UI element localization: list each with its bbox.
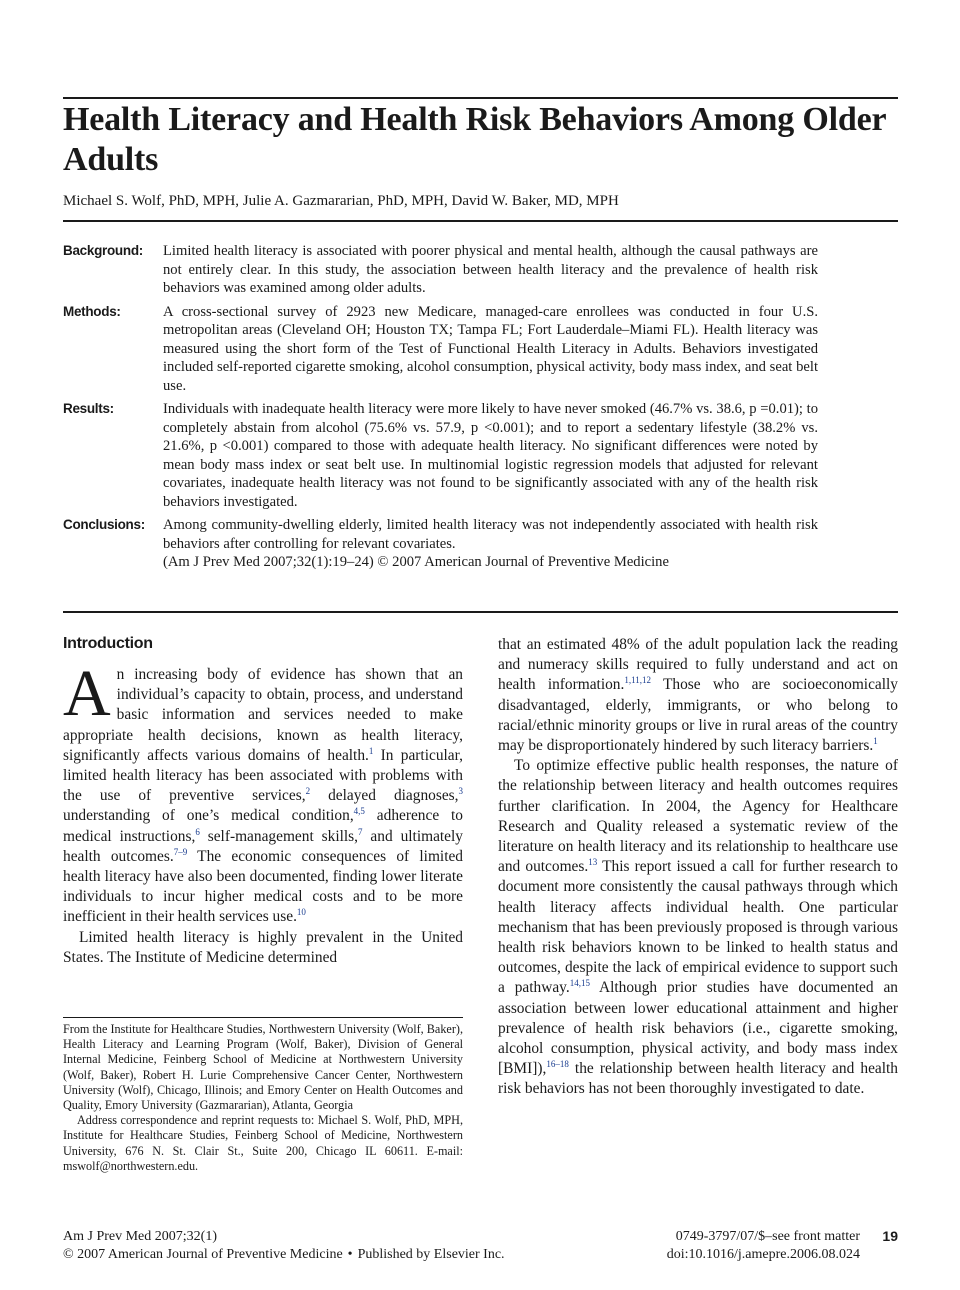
journal-issue: Am J Prev Med 2007;32(1)	[63, 1229, 217, 1244]
text-run: n increasing body of evidence has shown that an individual’s capacity to obtain, process, and understand basic information and services needed to make appropriate health decisions, known as health literacy, significantly affects various domains of health.	[63, 666, 463, 764]
reference-link[interactable]: 7–9	[173, 846, 188, 857]
abstract-background	[63, 242, 823, 298]
methods-label: Methods:	[63, 303, 121, 319]
reference-link[interactable]: 4,5	[353, 806, 365, 817]
text-run: To optimize effective public health responses, the nature of the relationship between literacy and health outcomes requires further clarification. In 2004, the Agency for Healthcare Research and Quality released a systematic review of the literature on health literacy and its relationship to healthcare use and outcomes.	[498, 757, 898, 876]
text-run: Those who are socioeconomically disadvantaged, elderly, immigrants, or who belong to racial/ethnic minority groups or live in rural areas of the country may be disproportionately hindered by such literacy barriers.	[498, 676, 898, 755]
issn-line: 0749-3797/07/$–see front matter	[675, 1229, 860, 1244]
copyright-text: © 2007 American Journal of Preventive Medicine	[63, 1247, 343, 1262]
footnotes	[63, 1022, 463, 1174]
footer-left	[63, 1228, 505, 1264]
left-column	[63, 657, 463, 968]
background-label: Background:	[63, 243, 143, 258]
author-list: Michael S. Wolf, PhD, MPH, Julie A. Gazmararian, PhD, MPH, David W. Baker, MD, MPH	[63, 193, 619, 209]
reference-link[interactable]: 10	[296, 907, 306, 918]
abstract-methods	[63, 303, 823, 396]
reference-link[interactable]: 3	[458, 786, 463, 797]
conclusions-label: Conclusions:	[63, 517, 145, 532]
text-run: adherence to medical instructions,	[63, 807, 463, 845]
drop-cap: A	[63, 657, 111, 730]
reference-link[interactable]: 1,11,12	[624, 675, 652, 686]
page-number: 19	[882, 1228, 898, 1244]
text-run: The economic consequences of limited health literacy have also been documented, finding lower literate individuals to incur higher medical costs and to be more inefficient in their health services use.	[63, 847, 463, 926]
footer-right	[600, 1228, 860, 1264]
reference-link[interactable]: 6	[195, 826, 200, 837]
reference-link[interactable]: 13	[588, 857, 598, 868]
correspondence-note: Address correspondence and reprint requests to: Michael S. Wolf, PhD, MPH, Institute for Healthcare Studies, Feinberg School of Medicine, Northwestern University, 676 N. St. Clair St., Suite 200, Chicago IL 60611. E-mail: mswolf@northwestern.edu.	[63, 1113, 463, 1173]
conclusions-text	[163, 516, 818, 572]
abstract-conclusions	[63, 516, 823, 572]
abstract-top-rule	[63, 220, 898, 222]
text-run: This report issued a call for further research to document more consistently the causal pathways through which health literacy affects individual health. One particular mechanism that has been previously proposed is through various health risk behaviors known to be linked to health status and outcomes, despite the lack of empirical evidence to support such a pathway.	[498, 858, 898, 997]
reference-link[interactable]: 1	[873, 736, 878, 747]
text-run: Although prior studies have documented an association between lower educational attainment and higher prevalence of health risk behaviors (i.e., cigarette smoking, alcohol consumption, physical activity, and body mass index [BMI]),	[498, 979, 898, 1078]
text-run: understanding of one’s medical condition,	[63, 807, 354, 825]
background-text: Limited health literacy is associated with poorer physical and mental health, although the causal pathways are not entirely clear. In this study, the association between health literacy and the prevalence of health risk behaviors was examined among older adults.	[163, 243, 818, 296]
reference-link[interactable]: 7	[358, 826, 363, 837]
text-run: In particular, limited health literacy has been associated with problems with the use of preventive services,	[63, 746, 463, 805]
reference-link[interactable]: 2	[305, 786, 311, 797]
abstract-citation: (Am J Prev Med 2007;32(1):19–24) © 2007 American Journal of Preventive Medicine	[163, 554, 669, 570]
bullet-separator: •	[347, 1247, 353, 1262]
intro-paragraph-1	[63, 657, 463, 928]
intro-paragraph-3	[498, 635, 898, 756]
reference-link[interactable]: 1	[368, 745, 374, 756]
doi-link[interactable]: doi:10.1016/j.amepre.2006.08.024	[666, 1247, 860, 1262]
intro-paragraph-2: Limited health literacy is highly prevalent in the United States. The Institute of Medicine determined	[63, 928, 463, 966]
abstract	[63, 242, 823, 577]
abstract-bottom-rule	[63, 611, 898, 613]
affiliation-note: From the Institute for Healthcare Studies, Northwestern University (Wolf, Baker), Health Literacy and Learning Program (Wolf, Baker), Division of General Internal Medicine, Feinberg School of Medicine at Northwestern University (Wolf, Baker), Robert H. Lurie Comprehensive Cancer Center, Northwestern University (Wolf), Chicago, Illinois; and Emory Center on Health Outcomes and Quality, Emory University (Gazmararian), Atlanta, Georgia	[63, 1022, 463, 1113]
results-text: Individuals with inadequate health literacy were more likely to have never smoked (46.7% vs. 38.6, p =0.01); to completely abstain from alcohol (75.6% vs. 57.9, p <0.001); and to report a sedentary lifestyle (38.2% vs. 21.6%, p <0.001) compared to those with adequate health literacy. No significant differences were noted by mean body mass index or seat belt use. In multinomial logistic regression models that adjusted for relevant covariates, inadequate health literacy was not found to be significantly associated with any of the health risk behaviors investigated.	[163, 401, 818, 510]
results-label: Results:	[63, 401, 114, 416]
text-run: that an estimated 48% of the adult population lack the reading and numeracy skills required to fully understand and act on health information.	[498, 636, 898, 694]
text-run: and ultimately health outcomes.	[63, 827, 463, 865]
top-rule	[63, 97, 898, 99]
text-run: the relationship between health literacy and health risk behaviors has not been thoroughly investigated to date.	[498, 1060, 898, 1098]
text-run: self-management skills,	[199, 827, 358, 845]
reference-link[interactable]: 14,15	[569, 978, 590, 989]
copyright-line	[63, 1246, 505, 1264]
abstract-results	[63, 400, 823, 511]
right-column	[498, 635, 898, 1100]
footnote-rule	[63, 1017, 463, 1018]
publisher-text: Published by Elsevier Inc.	[357, 1247, 505, 1262]
intro-paragraph-4	[498, 756, 898, 1099]
methods-text: A cross-sectional survey of 2923 new Medicare, managed-care enrollees was conducted in four U.S. metropolitan areas (Cleveland OH; Houston TX; Tampa FL; Fort Lauderdale–Miami FL). Health literacy was measured using the short form of the Test of Functional Health Literacy in Adults. Behaviors investigated included self-reported cigarette smoking, alcohol consumption, physical activity, body mass index, and seat belt use.	[163, 303, 818, 394]
conclusions-body: Among community-dwelling elderly, limited health literacy was not independently associated with health risk behaviors after controlling for relevant covariates.	[163, 517, 818, 552]
text-run: delayed diagnoses,	[310, 787, 459, 805]
introduction-heading: Introduction	[63, 635, 153, 652]
article-title: Health Literacy and Health Risk Behaviors Among Older Adults	[63, 101, 886, 178]
reference-link[interactable]: 16–18	[546, 1059, 569, 1070]
